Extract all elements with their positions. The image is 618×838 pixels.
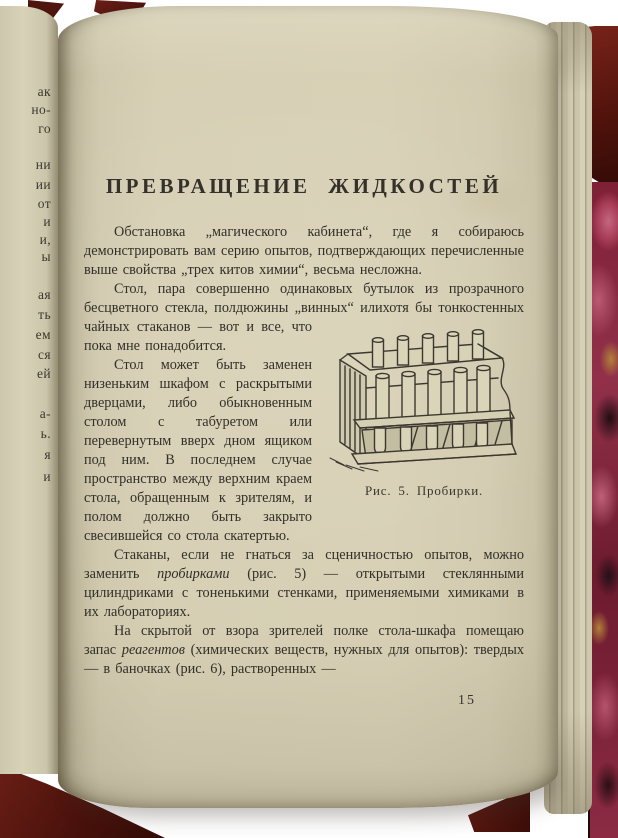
- left-page-text-fragment: ем: [35, 327, 51, 342]
- left-page-text-fragment: и: [43, 214, 51, 229]
- paragraph-3: Стол может быть заменен низеньким шкафом с раскрытыми дверцами, либо обыкновенным столом с табуретом или перевернутым вверх дном ящиком под ним. В последнем случае пространство между верхним краем стола, обращенным к зрителям, и полом должно быть закрыто свесившейся со стола скатертью.: [84, 357, 312, 544]
- page-title: ПРЕВРАЩЕНИЕ ЖИДКОСТЕЙ: [105, 174, 503, 198]
- left-page-text-fragment: ии: [35, 177, 51, 192]
- paragraph-1: Обстановка „магического кабинета“, где я собираюсь демонстрировать вам серию опытов, подтверждающих перечисленные выше свойства „трех китов химии“, весьма несложна.: [84, 224, 524, 278]
- left-page-text-fragment: ть: [38, 307, 51, 322]
- figure-test-tubes: [324, 322, 524, 500]
- italic-term-reagenty: реагентов: [121, 642, 185, 658]
- italic-term-probirki: пробирками: [157, 566, 230, 582]
- left-page-text-fragment: и: [43, 469, 51, 484]
- paragraph-5: [84, 622, 524, 679]
- book-cover-marbled-edge: [588, 182, 618, 838]
- paragraph-2-wide: Стол, пара совершенно одинаковых бутылок из прозрачного бесцветного стекла, полдюжины „винных“ или: [84, 281, 524, 316]
- left-page-text-fragment: ей: [36, 366, 51, 381]
- left-page-text-fragment: и,: [39, 232, 51, 247]
- left-page-text-fragment: ы: [41, 249, 51, 264]
- left-page-text-fragment: ак: [37, 84, 51, 99]
- left-page-text-fragment: а-: [39, 406, 51, 421]
- paragraph-4-text: Стаканы, если не гнаться за сценичностью опытов, можно заменить: [84, 547, 524, 582]
- book-page: [58, 6, 558, 808]
- page-number: 15: [458, 693, 476, 708]
- paragraph-5-text-end: (химических веществ, нужных для опытов): твердых — в баночках (рис. 6), растворенных —: [84, 642, 524, 677]
- left-page-text-fragment: ни: [35, 157, 51, 172]
- page-content: [84, 174, 524, 709]
- paragraph-4: [84, 546, 524, 622]
- left-page-text-fragment: ая: [37, 287, 51, 302]
- figure-caption: Рис. 5. Пробирки.: [364, 483, 484, 498]
- left-page-text-fragment: ь.: [40, 426, 51, 441]
- left-page-edge: [0, 6, 58, 774]
- left-page-text-fragment: но-: [31, 102, 51, 117]
- paragraph-2-narrow: хотя бы тонкостенных чайных стаканов — вот и все, что пока мне понадобится.: [84, 300, 524, 354]
- paragraph-4-text-end: (рис. 5) — открытыми стеклянными цилиндриками с тоненькими стенками, применяемыми химиками в их лабораториях.: [84, 566, 524, 620]
- paragraph-5-text: На скрытой от взора зрителей полке стола-шкафа помещаю запас: [84, 623, 524, 658]
- left-page-text-fragment: го: [38, 121, 51, 136]
- left-page-text-fragment: ся: [37, 347, 51, 362]
- left-page-text-fragment: от: [37, 196, 51, 211]
- test-tube-rack-illustration: [326, 322, 522, 472]
- left-page-text-fragment: я: [44, 447, 51, 462]
